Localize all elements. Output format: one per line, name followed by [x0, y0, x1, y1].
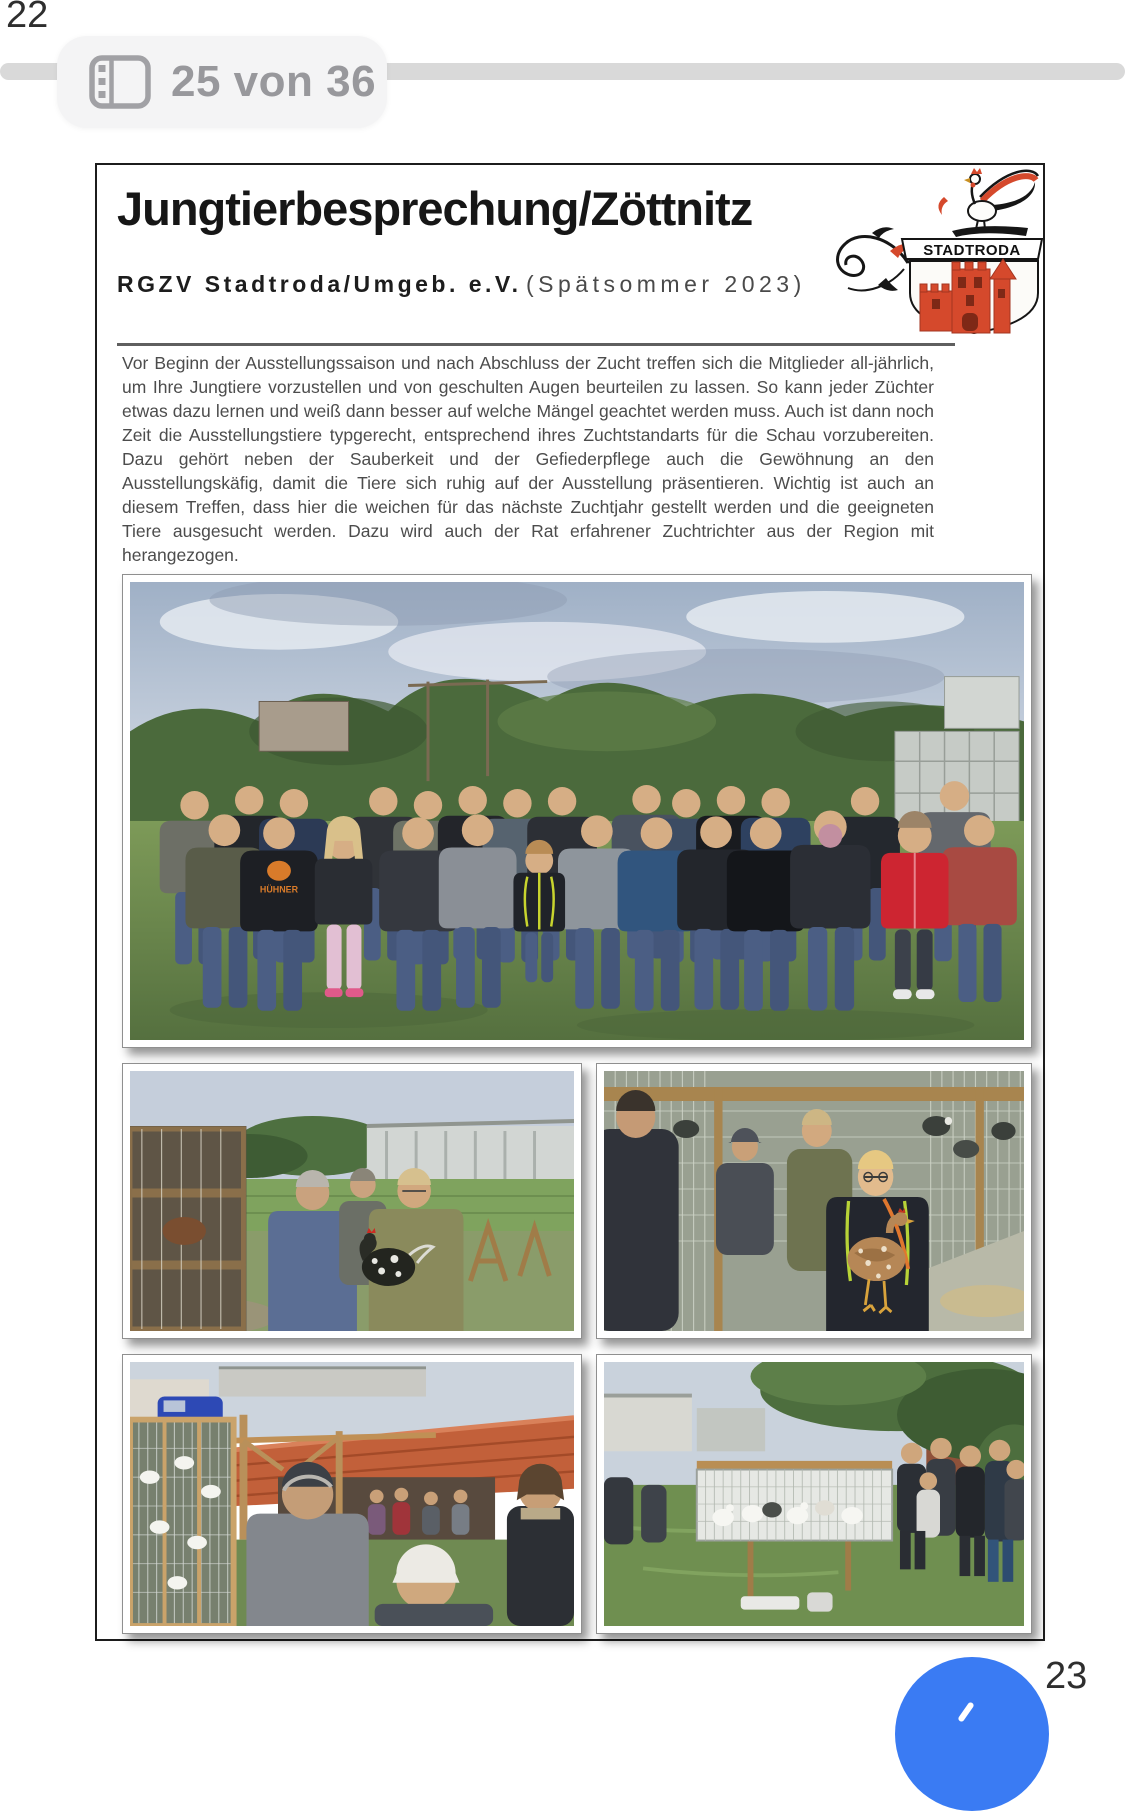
page-number-top: 22	[6, 0, 49, 36]
document-page	[95, 163, 1045, 1641]
svg-text:HÜHNER: HÜHNER	[259, 884, 299, 895]
group-photo-scene	[130, 582, 1024, 1040]
title-divider	[117, 343, 955, 346]
photo-rooster-presentation	[122, 1063, 582, 1339]
page-indicator-pill[interactable]	[57, 36, 387, 128]
page-indicator-label: 25 von 36	[171, 57, 377, 106]
body-paragraph: Vor Beginn der Ausstellungssaison und nach Abschluss der Zucht treffen sich die Mitglieder all-jährlich, um Ihre Jungtiere vorzustellen und von geschulten Augen beurteilen zu lassen. So kann jeder Züchter etwas dazu lernen und weiß dann besser auf welche Mängel geachtet werden muss. Auch ist dann noch Zeit die Ausstellungstiere typgerecht, entsprechend ihres Zuchtstandarts für die Schau vorzubereiten. Dazu gehört neben der Sauberkeit und der Gefiederpflege auch die Gewöhnung an den Ausstellungskäfig, damit die Tiere sich ruhig auf der Ausstellung präsentieren. Wichtig ist auch an diesem Treffen, dass hier die weichen für das nächste Zuchtjahr gestellt werden und die geeigneten Tiere ausgesucht werden. Dazu wird auch der Rat erfahrener Zuchtrichter aus der Region mit herangezogen.	[122, 353, 934, 565]
photo-group-main	[122, 574, 1032, 1048]
cage-photo-scene	[604, 1362, 1024, 1626]
loft-photo-scene	[130, 1362, 574, 1626]
photo-pigeon-loft	[122, 1354, 582, 1634]
photo-display-cages	[596, 1354, 1032, 1634]
photo-boy-with-hen	[596, 1063, 1032, 1339]
hen-photo-scene	[604, 1071, 1024, 1331]
floating-action-button[interactable]	[895, 1657, 1049, 1811]
page-number-bottom: 23	[1045, 1655, 1088, 1697]
club-name: RGZV Stadtroda/Umgeb. e.V.	[117, 271, 522, 297]
rooster-photo-scene	[130, 1071, 574, 1331]
document-subtitle	[117, 271, 806, 298]
club-crest-logo	[832, 167, 1044, 335]
page-thumbnails-icon	[89, 55, 151, 109]
action-icon	[957, 1701, 975, 1722]
crest-banner-text: STADTRODA	[923, 242, 1021, 259]
season-label: (Spätsommer 2023)	[526, 271, 806, 297]
document-title: Jungtierbesprechung/Zöttnitz	[117, 182, 753, 235]
